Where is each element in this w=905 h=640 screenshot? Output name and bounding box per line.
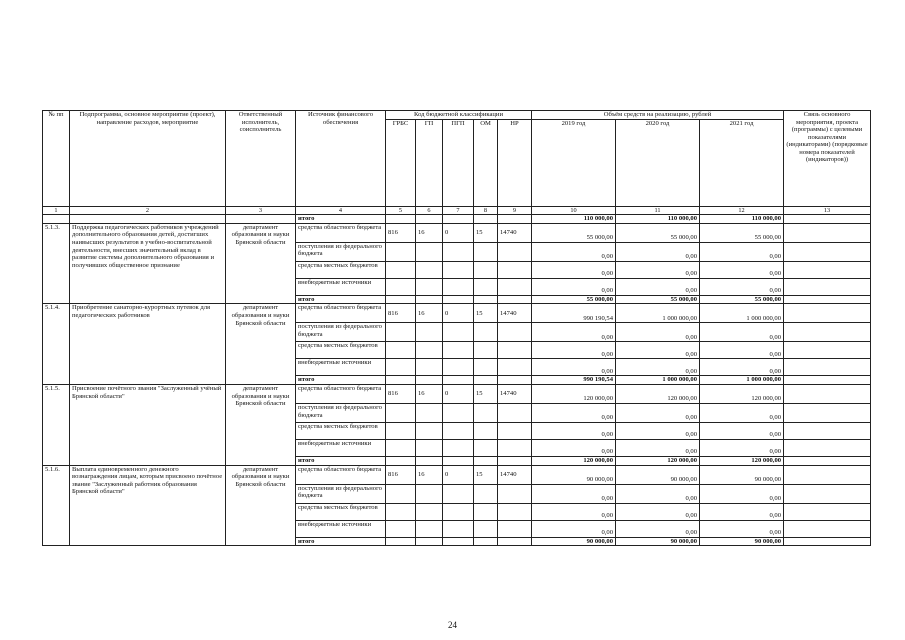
amount-extra: 0,00	[532, 278, 616, 295]
amount-extra: 0,00	[700, 359, 784, 376]
empty-cell	[416, 359, 443, 376]
empty-cell	[474, 503, 498, 520]
amount-federal: 0,00	[532, 403, 616, 422]
empty-cell	[386, 295, 416, 304]
source-federal: поступления из федерального бюджета	[296, 484, 386, 503]
amount-regional: 120 000,00	[700, 384, 784, 403]
indicator-link-cell	[784, 484, 871, 503]
top-itogo-row	[43, 215, 871, 224]
empty-cell	[474, 537, 498, 546]
empty-cell	[43, 215, 70, 224]
amount-extra: 0,00	[532, 439, 616, 456]
header-row	[43, 111, 871, 120]
item-number: 5.1.3.	[43, 223, 70, 304]
header-volume: Объём средств на реализацию, рублей	[532, 111, 784, 120]
budget-table-sheet	[42, 110, 870, 546]
item-name: Выплата единовременного денежного вознаграждения лицам, которым присвоено почётное звание "Заслуженный работник образования Брянской области"	[70, 465, 226, 546]
kbk-code: 14740	[498, 304, 532, 323]
kbk-code: 816	[386, 465, 416, 484]
empty-cell	[443, 261, 474, 278]
source-extra: внебюджетные источники	[296, 520, 386, 537]
source-total: итого	[296, 295, 386, 304]
amount-total: 90 000,00	[616, 537, 700, 546]
amount-extra: 0,00	[616, 439, 700, 456]
empty-cell	[416, 323, 443, 342]
empty-cell	[386, 537, 416, 546]
source-total: итого	[296, 456, 386, 465]
indicator-link-cell	[784, 465, 871, 484]
kbk-code: 0	[443, 384, 474, 403]
empty-cell	[474, 323, 498, 342]
empty-cell	[386, 323, 416, 342]
empty-cell	[386, 359, 416, 376]
item-name: Приобретение санаторно-курортных путевок для педагогических работников	[70, 304, 226, 385]
empty-cell	[474, 520, 498, 537]
indicator-link-cell	[784, 342, 871, 359]
source-extra: внебюджетные источники	[296, 439, 386, 456]
source-local: средства местных бюджетов	[296, 342, 386, 359]
header-num: № пп	[43, 111, 70, 207]
header-kbk-nr: НР	[498, 120, 532, 207]
empty-cell	[443, 215, 474, 224]
empty-cell	[386, 422, 416, 439]
amount-local: 0,00	[700, 261, 784, 278]
kbk-code: 15	[474, 223, 498, 242]
empty-cell	[498, 242, 532, 261]
header-source: Источник финансового обеспечения	[296, 111, 386, 207]
amount-total: 1 000 000,00	[700, 376, 784, 385]
empty-cell	[443, 376, 474, 385]
source-local: средства местных бюджетов	[296, 422, 386, 439]
amount-regional: 90 000,00	[532, 465, 616, 484]
empty-cell	[416, 261, 443, 278]
empty-cell	[386, 484, 416, 503]
source-federal: поступления из федерального бюджета	[296, 242, 386, 261]
amount-federal: 0,00	[700, 242, 784, 261]
empty-cell	[386, 242, 416, 261]
amount-local: 0,00	[532, 261, 616, 278]
empty-cell	[416, 537, 443, 546]
empty-cell	[443, 295, 474, 304]
empty-cell	[784, 215, 871, 224]
indicator-link-cell	[784, 384, 871, 403]
empty-cell	[443, 439, 474, 456]
indicator-link-cell	[784, 376, 871, 385]
amount-regional: 55 000,00	[616, 223, 700, 242]
amount-extra: 0,00	[532, 359, 616, 376]
kbk-code: 16	[416, 223, 443, 242]
empty-cell	[498, 503, 532, 520]
empty-cell	[474, 422, 498, 439]
amount-federal: 0,00	[532, 484, 616, 503]
empty-cell	[498, 278, 532, 295]
amount-total: 120 000,00	[700, 456, 784, 465]
indicator-link-cell	[784, 503, 871, 520]
column-number: 3	[226, 207, 296, 215]
amount-federal: 0,00	[616, 484, 700, 503]
item-name: Присвоение почётного звания "Заслуженный учёный Брянской области"	[70, 384, 226, 465]
amount-local: 0,00	[532, 342, 616, 359]
indicator-link-cell	[784, 456, 871, 465]
header-year-2019: 2019 год	[532, 120, 616, 207]
amount-regional: 55 000,00	[700, 223, 784, 242]
indicator-link-cell	[784, 520, 871, 537]
item-name: Поддержка педагогических работников учреждений дополнительного образования детей, достигших наивысших результатов в учебно-воспитательной деятельности, внесших значительный вклад в развитие системы дополнительного образования и получивших общественное признание	[70, 223, 226, 304]
source-total: итого	[296, 537, 386, 546]
top-itogo-label: итого	[296, 215, 386, 224]
kbk-code: 14740	[498, 384, 532, 403]
empty-cell	[416, 439, 443, 456]
column-number: 10	[532, 207, 616, 215]
header-name: Подпрограмма, основное мероприятие (проект), направление расходов, мероприятие	[70, 111, 226, 207]
empty-cell	[498, 359, 532, 376]
amount-total: 55 000,00	[700, 295, 784, 304]
empty-cell	[386, 376, 416, 385]
empty-cell	[386, 520, 416, 537]
empty-cell	[416, 295, 443, 304]
indicator-link-cell	[784, 278, 871, 295]
amount-regional: 55 000,00	[532, 223, 616, 242]
source-extra: внебюджетные источники	[296, 359, 386, 376]
amount-local: 0,00	[700, 342, 784, 359]
page-number: 24	[448, 620, 457, 630]
header-kbk-gp: ГП	[416, 120, 443, 207]
amount-federal: 0,00	[616, 242, 700, 261]
column-number-row	[43, 207, 871, 215]
source-total: итого	[296, 376, 386, 385]
empty-cell	[416, 520, 443, 537]
amount-extra: 0,00	[616, 520, 700, 537]
empty-cell	[474, 278, 498, 295]
item-number: 5.1.4.	[43, 304, 70, 385]
indicator-link-cell	[784, 537, 871, 546]
empty-cell	[443, 242, 474, 261]
empty-cell	[443, 278, 474, 295]
header-kbk-om: ОМ	[474, 120, 498, 207]
empty-cell	[498, 261, 532, 278]
kbk-code: 16	[416, 465, 443, 484]
column-number: 12	[700, 207, 784, 215]
empty-cell	[416, 484, 443, 503]
indicator-link-cell	[784, 295, 871, 304]
kbk-code: 0	[443, 465, 474, 484]
column-number: 8	[474, 207, 498, 215]
empty-cell	[498, 295, 532, 304]
empty-cell	[474, 456, 498, 465]
indicator-link-cell	[784, 261, 871, 278]
empty-cell	[498, 422, 532, 439]
indicator-link-cell	[784, 359, 871, 376]
amount-extra: 0,00	[616, 278, 700, 295]
amount-regional: 1 000 000,00	[700, 304, 784, 323]
empty-cell	[416, 278, 443, 295]
empty-cell	[498, 403, 532, 422]
source-local: средства местных бюджетов	[296, 261, 386, 278]
empty-cell	[386, 215, 416, 224]
source-regional: средства областного бюджета	[296, 223, 386, 242]
empty-cell	[443, 323, 474, 342]
item-responsible: департамент образования и науки Брянской области	[226, 384, 296, 465]
amount-regional: 90 000,00	[616, 465, 700, 484]
amount-total: 1 000 000,00	[616, 376, 700, 385]
column-number: 9	[498, 207, 532, 215]
kbk-code: 14740	[498, 465, 532, 484]
kbk-code: 816	[386, 223, 416, 242]
empty-cell	[386, 342, 416, 359]
amount-federal: 0,00	[532, 323, 616, 342]
kbk-code: 16	[416, 384, 443, 403]
empty-cell	[443, 456, 474, 465]
amount-local: 0,00	[700, 422, 784, 439]
header-kbk-pgp: ПГП	[443, 120, 474, 207]
empty-cell	[498, 439, 532, 456]
source-regional: средства областного бюджета	[296, 384, 386, 403]
amount-federal: 0,00	[700, 403, 784, 422]
source-extra: внебюджетные источники	[296, 278, 386, 295]
empty-cell	[416, 242, 443, 261]
kbk-code: 816	[386, 384, 416, 403]
top-itogo-2021: 110 000,00	[700, 215, 784, 224]
amount-federal: 0,00	[700, 484, 784, 503]
empty-cell	[443, 484, 474, 503]
amount-total: 90 000,00	[532, 537, 616, 546]
amount-federal: 0,00	[700, 323, 784, 342]
kbk-code: 0	[443, 304, 474, 323]
amount-regional: 120 000,00	[532, 384, 616, 403]
table-row	[43, 465, 871, 484]
empty-cell	[474, 295, 498, 304]
empty-cell	[386, 503, 416, 520]
empty-cell	[474, 403, 498, 422]
item-responsible: департамент образования и науки Брянской области	[226, 465, 296, 546]
empty-cell	[416, 215, 443, 224]
top-itogo-2020: 110 000,00	[616, 215, 700, 224]
table-row	[43, 223, 871, 242]
amount-regional: 90 000,00	[700, 465, 784, 484]
amount-extra: 0,00	[700, 278, 784, 295]
kbk-code: 15	[474, 384, 498, 403]
empty-cell	[226, 215, 296, 224]
empty-cell	[386, 456, 416, 465]
empty-cell	[498, 215, 532, 224]
amount-extra: 0,00	[700, 520, 784, 537]
indicator-link-cell	[784, 223, 871, 242]
budget-table	[42, 110, 871, 546]
empty-cell	[386, 261, 416, 278]
empty-cell	[474, 439, 498, 456]
header-year-2021: 2021 год	[700, 120, 784, 207]
column-number: 7	[443, 207, 474, 215]
amount-local: 0,00	[616, 503, 700, 520]
amount-regional: 1 000 000,00	[616, 304, 700, 323]
empty-cell	[70, 215, 226, 224]
amount-extra: 0,00	[700, 439, 784, 456]
indicator-link-cell	[784, 323, 871, 342]
empty-cell	[386, 439, 416, 456]
kbk-code: 0	[443, 223, 474, 242]
header-link: Связь основного мероприятия, проекта (программы) с целевыми показателями (индикаторами) (порядковые номера показателей (индикаторов))	[784, 111, 871, 207]
amount-total: 55 000,00	[532, 295, 616, 304]
empty-cell	[498, 537, 532, 546]
column-number: 5	[386, 207, 416, 215]
source-local: средства местных бюджетов	[296, 503, 386, 520]
amount-federal: 0,00	[532, 242, 616, 261]
empty-cell	[443, 422, 474, 439]
empty-cell	[443, 359, 474, 376]
empty-cell	[498, 323, 532, 342]
item-responsible: департамент образования и науки Брянской области	[226, 304, 296, 385]
amount-federal: 0,00	[616, 403, 700, 422]
empty-cell	[474, 215, 498, 224]
empty-cell	[474, 242, 498, 261]
column-number: 13	[784, 207, 871, 215]
empty-cell	[386, 403, 416, 422]
kbk-code: 14740	[498, 223, 532, 242]
source-regional: средства областного бюджета	[296, 465, 386, 484]
indicator-link-cell	[784, 439, 871, 456]
empty-cell	[416, 422, 443, 439]
column-number: 6	[416, 207, 443, 215]
empty-cell	[498, 520, 532, 537]
empty-cell	[474, 261, 498, 278]
empty-cell	[474, 484, 498, 503]
amount-regional: 120 000,00	[616, 384, 700, 403]
amount-total: 990 190,54	[532, 376, 616, 385]
amount-total: 90 000,00	[700, 537, 784, 546]
source-federal: поступления из федерального бюджета	[296, 403, 386, 422]
kbk-code: 816	[386, 304, 416, 323]
kbk-code: 16	[416, 304, 443, 323]
empty-cell	[416, 403, 443, 422]
header-year-2020: 2020 год	[616, 120, 700, 207]
empty-cell	[498, 484, 532, 503]
header-responsible: Ответственный исполнитель, соисполнитель	[226, 111, 296, 207]
amount-extra: 0,00	[616, 359, 700, 376]
empty-cell	[498, 342, 532, 359]
amount-total: 120 000,00	[616, 456, 700, 465]
amount-local: 0,00	[616, 261, 700, 278]
amount-local: 0,00	[616, 342, 700, 359]
amount-regional: 990 190,54	[532, 304, 616, 323]
source-federal: поступления из федерального бюджета	[296, 323, 386, 342]
amount-local: 0,00	[532, 422, 616, 439]
amount-total: 120 000,00	[532, 456, 616, 465]
indicator-link-cell	[784, 422, 871, 439]
source-regional: средства областного бюджета	[296, 304, 386, 323]
empty-cell	[498, 456, 532, 465]
empty-cell	[443, 503, 474, 520]
top-itogo-2019: 110 000,00	[532, 215, 616, 224]
indicator-link-cell	[784, 403, 871, 422]
item-responsible: департамент образования и науки Брянской области	[226, 223, 296, 304]
empty-cell	[443, 520, 474, 537]
column-number: 4	[296, 207, 386, 215]
amount-local: 0,00	[532, 503, 616, 520]
empty-cell	[443, 342, 474, 359]
amount-federal: 0,00	[616, 323, 700, 342]
empty-cell	[474, 359, 498, 376]
item-number: 5.1.5.	[43, 384, 70, 465]
empty-cell	[416, 342, 443, 359]
table-row	[43, 304, 871, 323]
indicator-link-cell	[784, 242, 871, 261]
header-kbk: Код бюджетной классификации	[386, 111, 532, 120]
amount-extra: 0,00	[532, 520, 616, 537]
kbk-code: 15	[474, 304, 498, 323]
item-number: 5.1.6.	[43, 465, 70, 546]
empty-cell	[443, 537, 474, 546]
empty-cell	[416, 456, 443, 465]
amount-local: 0,00	[616, 422, 700, 439]
amount-total: 55 000,00	[616, 295, 700, 304]
amount-local: 0,00	[700, 503, 784, 520]
empty-cell	[386, 278, 416, 295]
empty-cell	[498, 376, 532, 385]
empty-cell	[443, 403, 474, 422]
header-kbk-grbs: ГРБС	[386, 120, 416, 207]
indicator-link-cell	[784, 304, 871, 323]
empty-cell	[416, 503, 443, 520]
table-row	[43, 384, 871, 403]
column-number: 1	[43, 207, 70, 215]
empty-cell	[474, 376, 498, 385]
column-number: 2	[70, 207, 226, 215]
column-number: 11	[616, 207, 700, 215]
kbk-code: 15	[474, 465, 498, 484]
empty-cell	[416, 376, 443, 385]
empty-cell	[474, 342, 498, 359]
